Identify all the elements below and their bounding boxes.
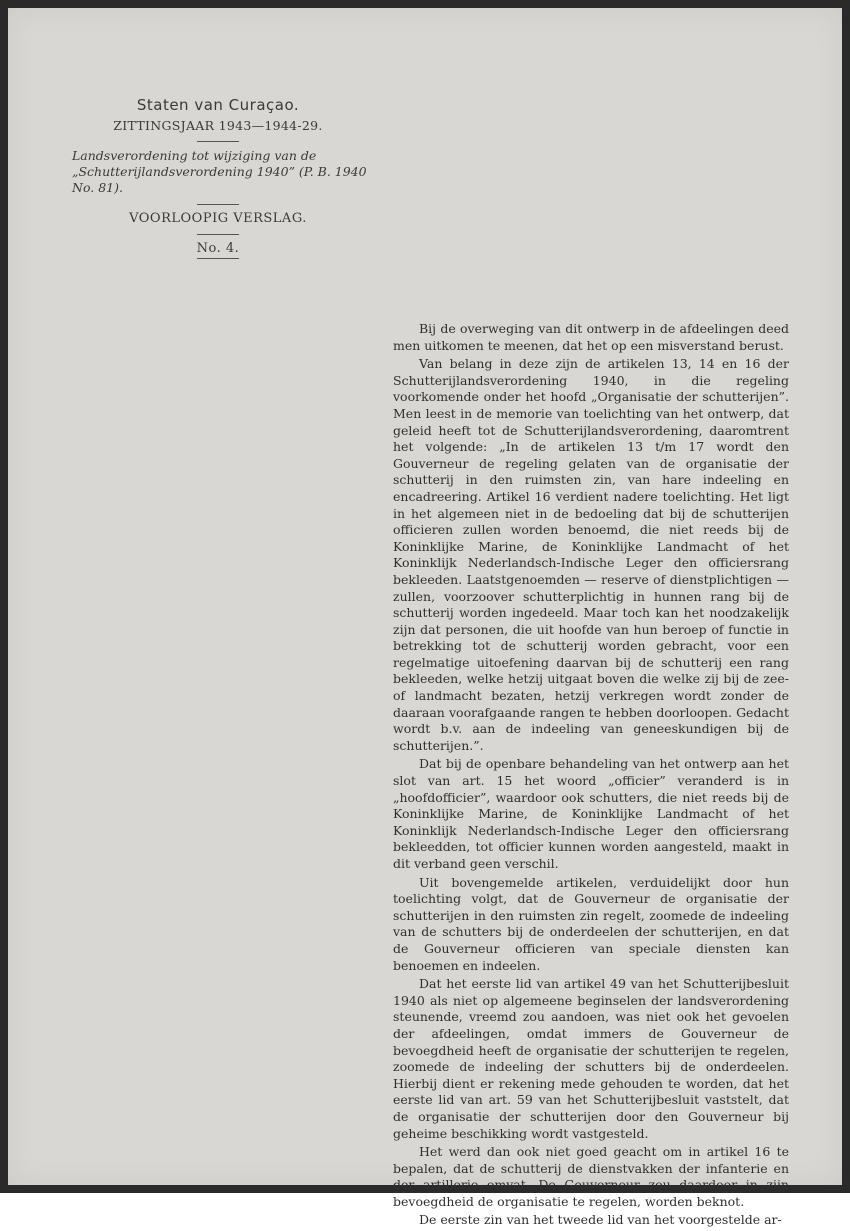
paragraph: Uit bovengemelde artikelen, verduidelijkt door hun toelichting volgt, dat de Gouverneur de organisatie der schutterijen in den ruimsten zin regelt, zoomede de indeeling van de schutters bij de onderdeelen der schutterijen, en dat de Gouverneur officieren van speciale diensten kan benoemen en indeelen. (393, 874, 789, 973)
divider (197, 234, 239, 235)
paragraph: De eerste zin van het tweede lid van het voorgestelde ar- (419, 1212, 782, 1228)
divider (197, 258, 239, 259)
session-year: ZITTINGSJAAR 1943—1944-29. (113, 118, 323, 133)
report-title: VOORLOOPIG VERSLAG. (129, 211, 307, 226)
document-subject: Landsverordening tot wijziging van de „Schutterijlandsverordening 1940” (P. B. 1940 No. 81). (72, 148, 367, 195)
document-number: No. 4. (196, 241, 240, 256)
divider (197, 204, 239, 205)
organization-name: Staten van Curaçao. (136, 96, 300, 114)
paragraph: Van belang in deze zijn de artikelen 13, 14 en 16 der Schutterijlandsverordening 1940, in die regeling voorkomende onder het hoofd „Organisatie der schutterijen”. Men leest in de memorie van toelichting van het ontwerp, dat geleid heeft tot de Schutterijlandsverordening, daaromtrent het volgende: „In de artikelen 13 t/m 17 wordt den Gouverneur de regeling gelaten van de organisatie der schutterij in den ruimsten zin, van hare indeeling en encadreering. Artikel 16 verdient nadere toelichting. Het ligt in het algemeen niet in de bedoeling dat bij de schutterijen officieren zullen worden benoemd, die niet reeds bij de Koninklijke Marine, de Koninklijke Landmacht of het Koninklijk Nederlandsch-Indische Leger den officiersrang bekleeden. Laatstgenoemden — reserve of dienstplichtigen — zullen, voorzoover schutterplichtig in hunnen rang bij de schutterij worden ingedeeld. Maar toch kan het noodzakelijk zijn dat personen, die uit hoofde van hun beroep of functie in betrekking tot de schutterij worden gebracht, voor een regelmatige uitoefening daarvan bij de schutterij een rang bekleeden, welke hetzij uitgaat boven die welke zij bij de zee- of landmacht bezaten, hetzij verkregen wordt zonder de daaraan voorafgaande rangen te hebben doorloopen. Gedacht wordt b.v. aan de indeeling van geneeskundigen bij de schutterijen.”. (393, 356, 789, 753)
paragraph: Bij de overweging van dit ontwerp in de afdeelingen deed men uitkomen te meenen, dat het op een misverstand berust. (393, 321, 789, 353)
document-header (68, 96, 368, 259)
document-page (8, 8, 842, 1228)
paragraph: Dat bij de openbare behandeling van het ontwerp aan het slot van art. 15 het woord „officier” veranderd is in „hoofdofficier”, waardoor ook schutters, die niet reeds bij de Koninklijke Marine, de Koninklijke Landmacht of het Koninklijk Nederlandsch-Indische Leger den officiersrang bekleedden, tot officier kunnen worden aangesteld, maakt in dit verband geen verschil. (393, 756, 789, 871)
divider (197, 141, 239, 142)
paragraph: Dat het eerste lid van artikel 49 van het Schutterijbesluit 1940 als niet op algemeene beginselen der landsverordening steunende, vreemd zou aandoen, was niet ook het gevoelen der afdeelingen, omdat immers de Gouverneur de bevoegdheid heeft de organisatie der schutterijen te regelen, zoomede de indeeling der schutters bij de onderdeelen. Hierbij dient er rekening mede gehouden te worden, dat het eerste lid van art. 59 van het Schutterijbesluit vaststelt, dat de organisatie der schutterijen door den Gouverneur bij geheime beschikking wordt vastgesteld. (393, 976, 789, 1141)
paragraph: Het werd dan ook niet goed geacht om in artikel 16 te bepalen, dat de schutterij de dienstvakken der infanterie en der artillerie omvat. De Gouverneur zou daardoor in zijn bevoegdheid de organisatie te regelen, worden beknot. (393, 1144, 789, 1209)
report-body (393, 321, 789, 1231)
